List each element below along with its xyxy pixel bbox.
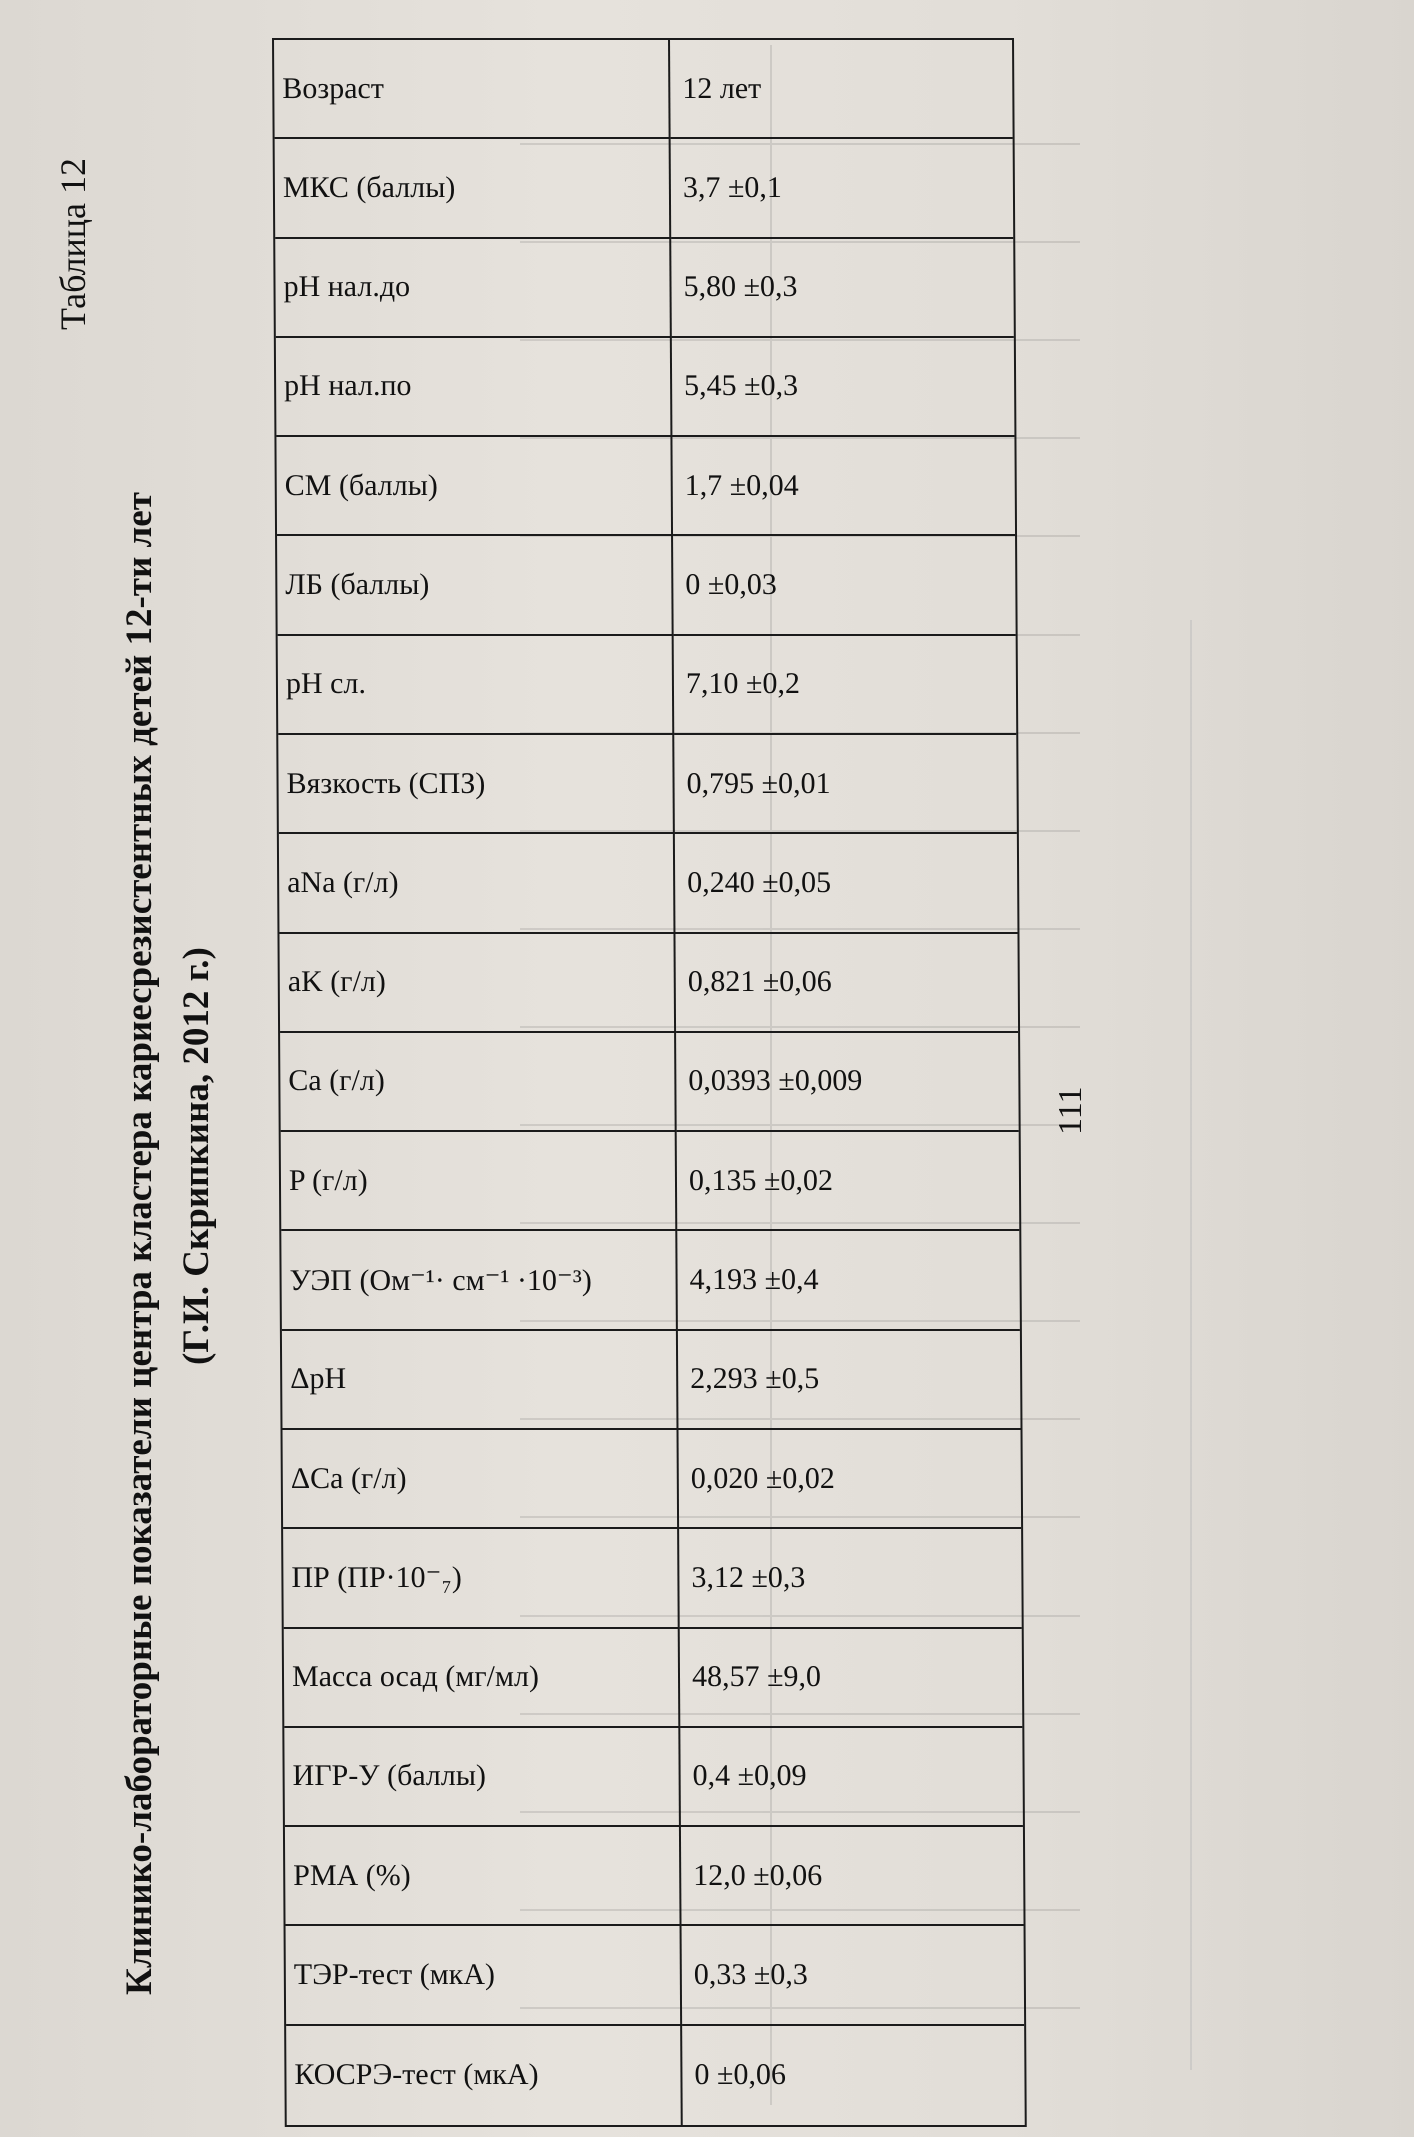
indicator-value-cell: 0,135 ±0,02 bbox=[677, 1132, 1020, 1231]
indicator-value-cell: 5,80 ±0,3 bbox=[671, 239, 1014, 338]
indicator-value-cell: 0,4 ±0,09 bbox=[680, 1728, 1023, 1827]
indicator-name-cell: ЛБ (баллы) bbox=[277, 536, 674, 635]
indicator-name-cell: РМА (%) bbox=[285, 1827, 682, 1926]
page-number: 111 bbox=[1052, 1086, 1089, 1135]
indicator-name-cell: ИГР-У (баллы) bbox=[284, 1728, 681, 1827]
indicator-name-cell: ΔpH bbox=[282, 1331, 679, 1430]
indicator-name-cell: aNa (г/л) bbox=[279, 834, 676, 933]
indicator-value-cell: 48,57 ±9,0 bbox=[680, 1629, 1023, 1728]
indicator-name-cell: aK (г/л) bbox=[279, 934, 676, 1033]
indicator-value-cell: 3,7 ±0,1 bbox=[671, 139, 1014, 238]
indicator-name-cell: Вязкость (СПЗ) bbox=[278, 735, 675, 834]
indicators-table bbox=[272, 38, 1027, 2127]
table-subtitle: (Г.И. Скрипкина, 2012 г.) bbox=[176, 947, 217, 1365]
indicator-name-cell: P (г/л) bbox=[281, 1132, 678, 1231]
indicator-value-cell: 0,240 ±0,05 bbox=[675, 834, 1018, 933]
indicator-value-cell: 0,020 ±0,02 bbox=[679, 1430, 1022, 1529]
indicator-name-cell: ТЭР-тест (мкА) bbox=[286, 1926, 683, 2025]
indicator-value-cell: 7,10 ±0,2 bbox=[674, 636, 1017, 735]
indicator-value-cell: 12,0 ±0,06 bbox=[681, 1827, 1024, 1926]
indicator-name-cell: pH сл. bbox=[278, 636, 675, 735]
indicator-name-cell: ПР (ПР·10⁻₇) bbox=[283, 1529, 680, 1628]
indicator-value-cell: 5,45 ±0,3 bbox=[672, 338, 1015, 437]
indicator-name-cell: Ca (г/л) bbox=[280, 1033, 677, 1132]
indicator-value-cell: 0,33 ±0,3 bbox=[682, 1926, 1025, 2025]
indicator-value-cell: 2,293 ±0,5 bbox=[678, 1331, 1021, 1430]
indicator-value-cell: 0,795 ±0,01 bbox=[674, 735, 1017, 834]
indicator-name-cell: Масса осад (мг/мл) bbox=[284, 1629, 681, 1728]
indicator-value-cell: 0 ±0,06 bbox=[694, 2058, 787, 2092]
indicator-value-cell: 0,0393 ±0,009 bbox=[676, 1033, 1019, 1132]
indicator-name-cell: МКС (баллы) bbox=[275, 139, 672, 238]
indicator-value-cell: 0,821 ±0,06 bbox=[675, 934, 1018, 1033]
indicator-name-cell: КОСРЭ-тест (мкА) bbox=[286, 2026, 683, 2125]
table-title: Клинико-лабораторные показатели центра кластера кариесрезистентных детей 12-ти лет bbox=[119, 492, 160, 1995]
indicator-name-cell: pH нал.по bbox=[276, 338, 673, 437]
page-edge-shadow bbox=[1190, 620, 1192, 2070]
indicator-value-cell: 12 лет bbox=[670, 40, 1013, 139]
indicator-name-cell: Возраст bbox=[274, 40, 671, 139]
indicator-value-cell: 0 ±0,03 bbox=[673, 536, 1016, 635]
table-label: Таблица 12 bbox=[53, 158, 93, 330]
indicator-name-cell: СМ (баллы) bbox=[276, 437, 673, 536]
indicator-name-cell: pH нал.до bbox=[275, 239, 672, 338]
indicator-name-cell: УЭП (Ом⁻¹· см⁻¹ ·10⁻³) bbox=[281, 1231, 678, 1330]
indicator-value-cell: 4,193 ±0,4 bbox=[677, 1231, 1020, 1330]
indicator-name-cell: ΔCa (г/л) bbox=[283, 1430, 680, 1529]
indicator-value-cell: 1,7 ±0,04 bbox=[672, 437, 1015, 536]
indicator-value-cell: 3,12 ±0,3 bbox=[679, 1529, 1022, 1628]
